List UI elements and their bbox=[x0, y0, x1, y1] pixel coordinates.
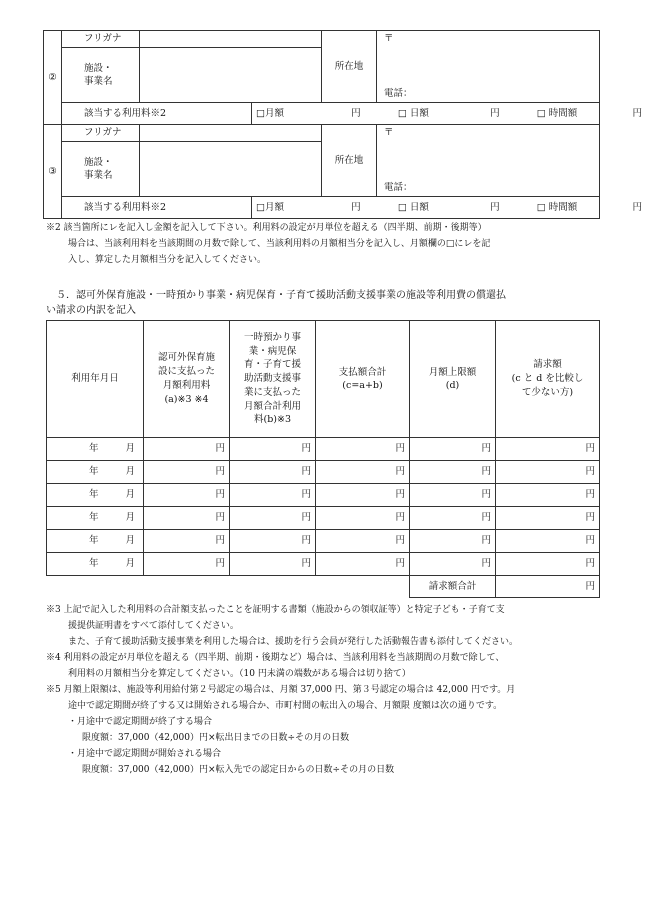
amount-cell-e[interactable]: 円 bbox=[496, 530, 600, 553]
table-row bbox=[47, 530, 600, 553]
daily-checkbox[interactable]: □ 日額 bbox=[397, 201, 429, 213]
total-yen[interactable]: 円 bbox=[496, 576, 600, 598]
header-date: 利用年月日 bbox=[47, 321, 144, 438]
amount-cell-b[interactable]: 円 bbox=[230, 461, 316, 484]
address-label: 所在地 bbox=[322, 125, 377, 196]
amount-cell-a[interactable]: 円 bbox=[144, 553, 230, 576]
month-label: 月 bbox=[125, 466, 135, 478]
hourly-checkbox[interactable]: □ 時間額 bbox=[536, 107, 578, 119]
month-label: 月 bbox=[125, 512, 135, 524]
amount-cell-d[interactable]: 円 bbox=[410, 553, 496, 576]
amount-cell-d[interactable]: 円 bbox=[410, 484, 496, 507]
facility-name-input[interactable] bbox=[140, 48, 322, 103]
amount-cell-d[interactable]: 円 bbox=[410, 507, 496, 530]
table-row bbox=[47, 438, 600, 461]
amount-cell-d[interactable]: 円 bbox=[410, 461, 496, 484]
amount-cell-b[interactable]: 円 bbox=[230, 438, 316, 461]
year-label: 年 bbox=[89, 558, 99, 570]
section-title-line: い請求の内訳を記入 bbox=[46, 305, 136, 316]
amount-cell-e[interactable]: 円 bbox=[496, 461, 600, 484]
note-line: ※3 上記で記入した利用料の合計額支払ったことを証明する書類（施設からの領収証等）と特定子ども・子育て支 bbox=[46, 605, 505, 615]
furigana-label: フリガナ bbox=[62, 31, 140, 48]
month-label: 月 bbox=[125, 443, 135, 455]
year-label: 年 bbox=[89, 489, 99, 501]
amount-cell-a[interactable]: 円 bbox=[144, 461, 230, 484]
amount-cell-a[interactable]: 円 bbox=[144, 507, 230, 530]
note-2 bbox=[46, 220, 490, 268]
amount-cell-c[interactable]: 円 bbox=[316, 507, 410, 530]
date-cell[interactable] bbox=[47, 553, 144, 576]
date-cell[interactable] bbox=[47, 507, 144, 530]
amount-cell-e[interactable]: 円 bbox=[496, 484, 600, 507]
header-a: 認可外保育施 設に支払った 月額利用料 (a)※3 ※4 bbox=[144, 321, 230, 438]
address-label: 所在地 bbox=[322, 31, 377, 102]
reimbursement-table bbox=[46, 320, 600, 598]
header-b: 一時預かり事 業・病児保 育・子育て援 助活動支援事 業に支払った 月額合計利用 料(b)※3 bbox=[230, 321, 316, 438]
amount-cell-b[interactable]: 円 bbox=[230, 553, 316, 576]
note-line: 限度額：37,000（42,000）円×転入先での認定日からの日数÷その月の日数 bbox=[82, 765, 395, 775]
header-c: 支払額合計 (c=a+b) bbox=[316, 321, 410, 438]
monthly-checkbox[interactable]: □月額 bbox=[256, 107, 284, 119]
amount-cell-a[interactable]: 円 bbox=[144, 530, 230, 553]
note-line: 援提供証明書をすべて添付してください。 bbox=[68, 621, 239, 631]
amount-cell-c[interactable]: 円 bbox=[316, 484, 410, 507]
header-claim: 請求額 (c と d を比較し て少ない方) bbox=[496, 321, 600, 438]
amount-cell-c[interactable]: 円 bbox=[316, 461, 410, 484]
fee-label: 該当する利用料※2 bbox=[62, 103, 252, 125]
yen-label: 円 bbox=[351, 201, 361, 213]
year-label: 年 bbox=[89, 512, 99, 524]
section-5-title bbox=[46, 288, 506, 318]
amount-cell-a[interactable]: 円 bbox=[144, 438, 230, 461]
note-line: ※2 該当箇所にレを記入し金額を記入して下さい。利用料の設定が月単位を超える（四半期、前期・後期等） bbox=[46, 223, 487, 233]
furigana-input[interactable] bbox=[140, 125, 322, 142]
amount-cell-a[interactable]: 円 bbox=[144, 484, 230, 507]
amount-cell-c[interactable]: 円 bbox=[316, 438, 410, 461]
year-label: 年 bbox=[89, 443, 99, 455]
yen-label: 円 bbox=[632, 201, 642, 213]
amount-cell-e[interactable]: 円 bbox=[496, 553, 600, 576]
address-cell[interactable] bbox=[322, 31, 600, 103]
year-label: 年 bbox=[89, 466, 99, 478]
yen-label: 円 bbox=[490, 107, 500, 119]
phone-label: 電話： bbox=[384, 87, 413, 99]
note-line: ・月途中で認定期間が終了する場合 bbox=[68, 717, 213, 727]
monthly-checkbox[interactable]: □月額 bbox=[256, 201, 284, 213]
amount-cell-c[interactable]: 円 bbox=[316, 530, 410, 553]
note-line: 利用料の月額相当分を算定してください。（10 円未満の端数がある場合は切り捨て） bbox=[68, 669, 411, 679]
facility-table bbox=[43, 30, 642, 219]
note-line: また、子育て援助活動支援事業を利用した場合は、援助を行う会員が発行した活動報告書も添付してください。 bbox=[68, 637, 519, 647]
year-label: 年 bbox=[89, 535, 99, 547]
phone-label: 電話： bbox=[384, 181, 413, 193]
date-cell[interactable] bbox=[47, 438, 144, 461]
note-line: 途中で認定期間が終了する又は開始される場合か、市町村間の転出入の場合、月額限 度額は次の通りです。 bbox=[68, 701, 503, 711]
note-line: ※5 月額上限額は、施設等利用給付第２号認定の場合は、月額 37,000 円、第３号認定の場合は 42,000 円です。月 bbox=[46, 685, 516, 695]
facility-name-label: 施設・ 事業名 bbox=[62, 48, 140, 103]
facility-number: ③ bbox=[44, 125, 62, 219]
facility-name-label: 施設・ 事業名 bbox=[62, 142, 140, 197]
date-cell[interactable] bbox=[47, 484, 144, 507]
month-label: 月 bbox=[125, 489, 135, 501]
fee-label: 該当する利用料※2 bbox=[62, 197, 252, 219]
section-title-line: ５．認可外保育施設・一時預かり事業・病児保育・子育て援助活動支援事業の施設等利用費の償還払 bbox=[56, 290, 506, 301]
hourly-checkbox[interactable]: □ 時間額 bbox=[536, 201, 578, 213]
yen-label: 円 bbox=[632, 107, 642, 119]
postal-mark: 〒 bbox=[384, 33, 394, 44]
month-label: 月 bbox=[125, 535, 135, 547]
table-row bbox=[47, 461, 600, 484]
date-cell[interactable] bbox=[47, 461, 144, 484]
yen-label: 円 bbox=[351, 107, 361, 119]
note-line: ・月途中で認定期間が開始される場合 bbox=[68, 749, 222, 759]
fee-options[interactable] bbox=[252, 103, 642, 125]
header-d: 月額上限額 (d) bbox=[410, 321, 496, 438]
table-row bbox=[47, 484, 600, 507]
furigana-label: フリガナ bbox=[62, 125, 140, 142]
amount-cell-b[interactable]: 円 bbox=[230, 530, 316, 553]
total-label: 請求額合計 bbox=[410, 576, 496, 598]
note-line: 場合は、当該利用料を当該期間の月数で除して、当該利用料の月額相当分を記入し、月額欄の□にレを記 bbox=[68, 239, 491, 249]
note-line: ※4 利用料の設定が月単位を超える（四半期、前期・後期など）場合は、当該利用料を当該期間の月数で除して、 bbox=[46, 653, 505, 663]
postal-mark: 〒 bbox=[384, 127, 394, 138]
amount-cell-b[interactable]: 円 bbox=[230, 484, 316, 507]
address-cell[interactable] bbox=[322, 125, 600, 197]
yen-label: 円 bbox=[490, 201, 500, 213]
amount-cell-d[interactable]: 円 bbox=[410, 530, 496, 553]
amount-cell-d[interactable]: 円 bbox=[410, 438, 496, 461]
amount-cell-e[interactable]: 円 bbox=[496, 507, 600, 530]
blank-cell bbox=[47, 576, 410, 598]
table-row bbox=[47, 507, 600, 530]
note-line: 入し、算定した月額相当分を記入してください。 bbox=[68, 255, 267, 265]
amount-cell-c[interactable]: 円 bbox=[316, 553, 410, 576]
month-label: 月 bbox=[125, 558, 135, 570]
amount-cell-b[interactable]: 円 bbox=[230, 507, 316, 530]
table-row bbox=[47, 553, 600, 576]
fee-options[interactable] bbox=[252, 197, 642, 219]
furigana-input[interactable] bbox=[140, 31, 322, 48]
amount-cell-e[interactable]: 円 bbox=[496, 438, 600, 461]
facility-number: ② bbox=[44, 31, 62, 125]
notes-3-5 bbox=[46, 602, 518, 778]
date-cell[interactable] bbox=[47, 530, 144, 553]
facility-name-input[interactable] bbox=[140, 142, 322, 197]
note-line: 限度額：37,000（42,000）円×転出日までの日数÷その月の日数 bbox=[82, 733, 350, 743]
daily-checkbox[interactable]: □ 日額 bbox=[397, 107, 429, 119]
